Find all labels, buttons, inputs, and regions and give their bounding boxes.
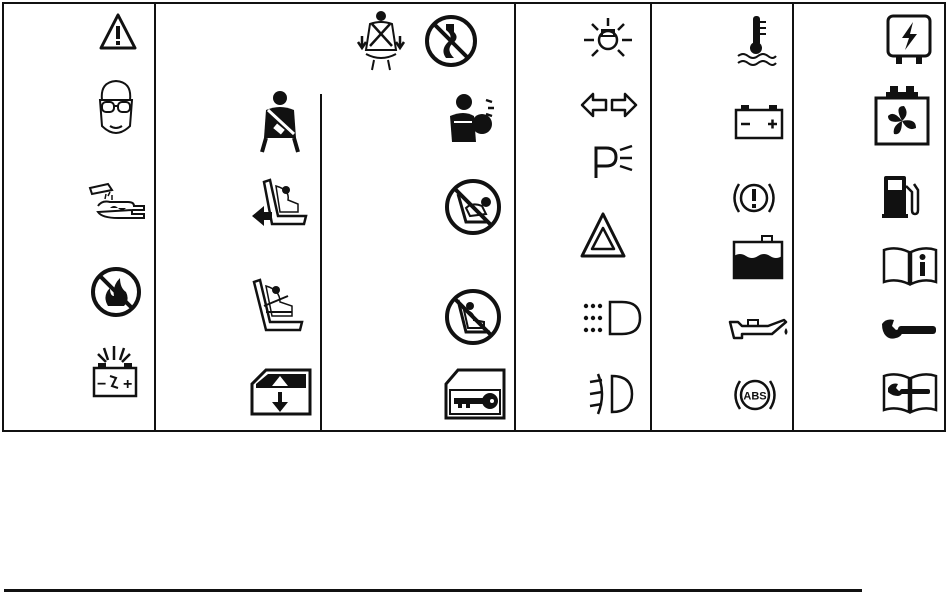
fog-lamp-icon: [588, 372, 634, 416]
parking-lamp-icon: [592, 144, 636, 180]
no-twist-belt-icon: [424, 14, 478, 68]
acid-hand-icon: [88, 180, 148, 224]
power-window-icon: [250, 368, 312, 416]
no-rear-facing-seat-icon: [444, 178, 502, 236]
manual-info-icon: [882, 246, 938, 286]
battery-icon: [734, 104, 784, 140]
hazard-triangle-icon: [580, 212, 626, 260]
lighting-switch-icon: [582, 14, 634, 66]
belt-attach-icon: [352, 10, 410, 74]
drl-icon: [582, 298, 642, 340]
fuel-pump-icon: [880, 172, 920, 220]
no-forward-facing-seat-icon: [444, 288, 502, 346]
seatbelt-icon: [256, 90, 304, 156]
column-divider: [650, 4, 652, 430]
rearward-seat-icon: [248, 176, 308, 232]
svg-text:+: +: [123, 376, 133, 393]
column-divider: [514, 4, 516, 430]
bottom-rule: [4, 589, 862, 592]
child-seat-belt-icon: [252, 276, 306, 336]
turn-arrows-icon: [580, 92, 638, 118]
coolant-reservoir-icon: [732, 234, 784, 280]
fan-icon: [870, 84, 932, 148]
no-flame-icon: [90, 266, 142, 318]
thermometer-icon: [736, 14, 778, 66]
column-divider: [154, 4, 156, 430]
warning-triangle-icon: [98, 12, 138, 52]
abs-badge-text: ABS: [743, 390, 767, 403]
oil-can-icon: [728, 312, 790, 342]
column-divider: [320, 94, 322, 430]
face-shield-icon: [92, 78, 140, 142]
airbag-icon: [446, 92, 496, 152]
abs-icon: [732, 374, 778, 416]
wrench-icon: [880, 316, 938, 344]
service-manual-icon: [882, 372, 938, 414]
brake-warning-icon: [732, 176, 776, 220]
fuse-icon: [886, 14, 936, 66]
door-key-icon: [444, 368, 506, 420]
column-divider: [792, 4, 794, 430]
battery-explosion-icon: [88, 346, 142, 402]
svg-text:−: −: [97, 376, 107, 393]
